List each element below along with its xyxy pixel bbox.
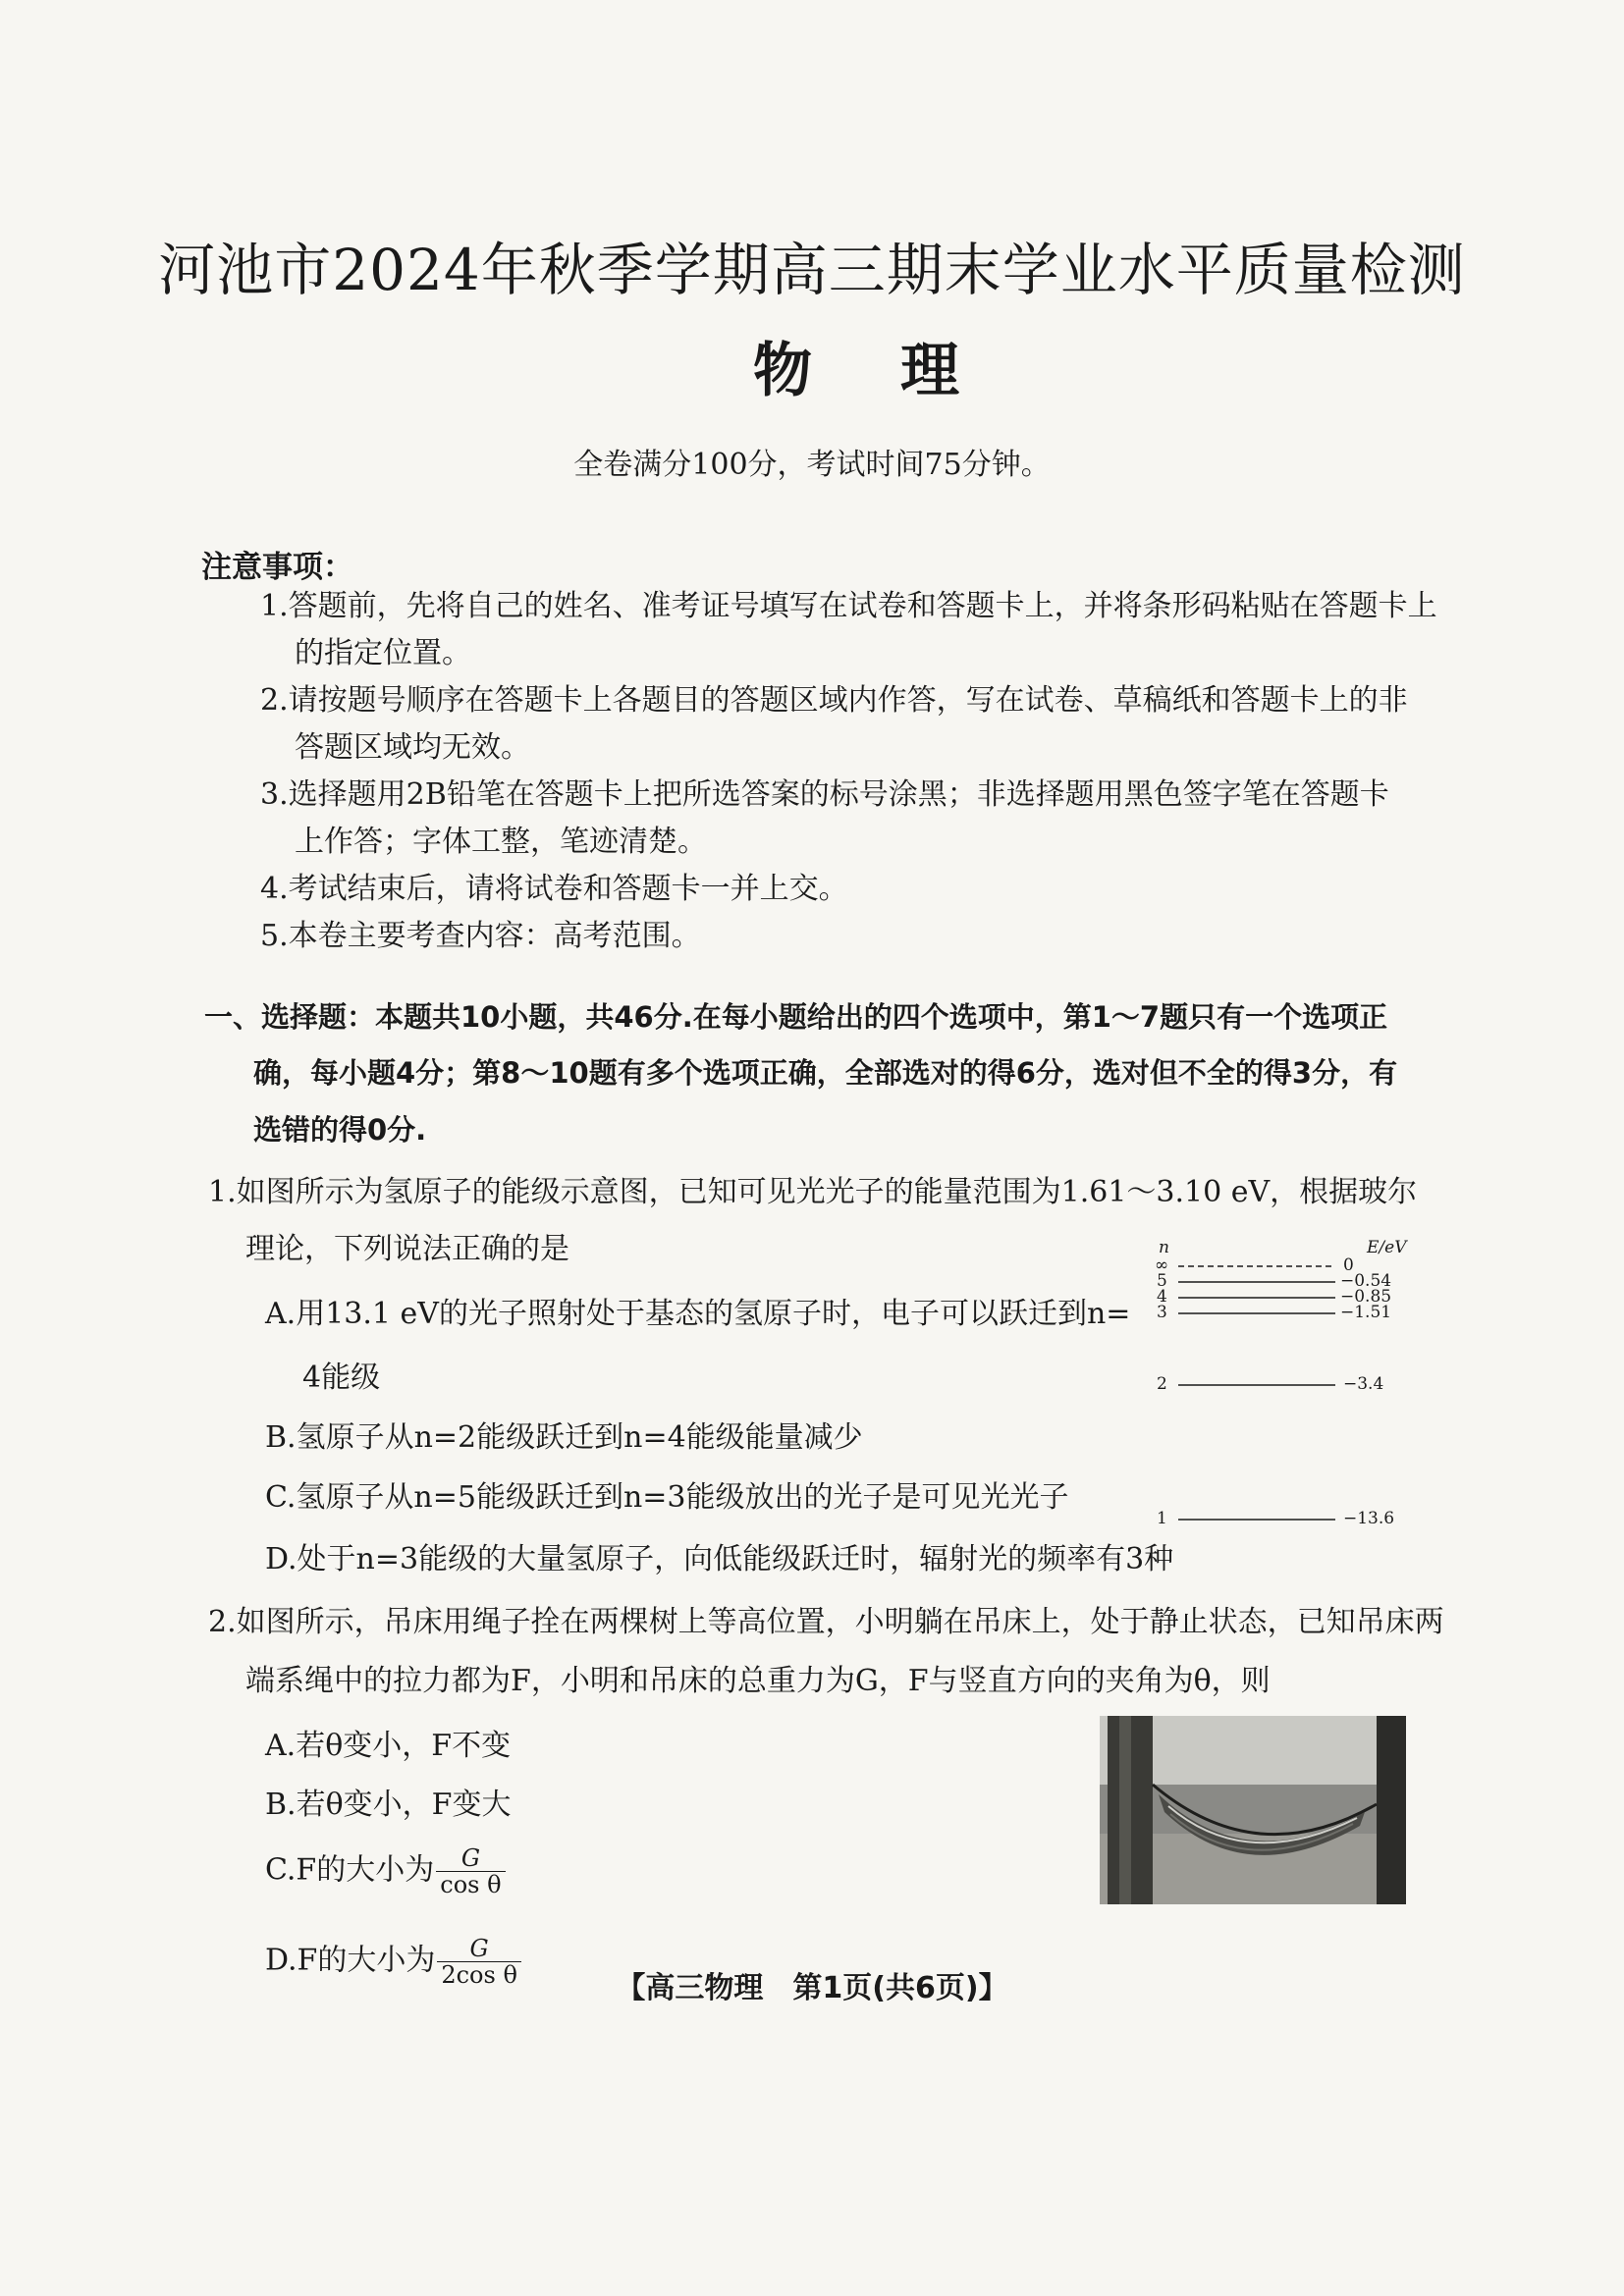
level-energy-label: −0.54 bbox=[1340, 1271, 1392, 1291]
notice-item: 1.答题前，先将自己的姓名、准考证号填写在试卷和答题卡上，并将条形码粘贴在答题卡上 bbox=[260, 589, 1437, 623]
question-1-option-a: A.用13.1 eV的光子照射处于基态的氢原子时，电子可以跃迁到n= bbox=[265, 1297, 1131, 1331]
question-1-option-d: D.处于n=3能级的大量氢原子，向低能级跃迁时，辐射光的频率有3种 bbox=[265, 1542, 1174, 1576]
level-energy-label: −1.51 bbox=[1340, 1303, 1392, 1322]
section-heading: 确，每小题4分；第8～10题有多个选项正确，全部选对的得6分，选对但不全的得3分，有 bbox=[253, 1056, 1398, 1090]
question-1-option-b: B.氢原子从n=2能级跃迁到n=4能级能量减少 bbox=[265, 1420, 863, 1455]
level-n-label: 3 bbox=[1157, 1303, 1167, 1322]
section-heading: 一、选择题：本题共10小题，共46分.在每小题给出的四个选项中，第1～7题只有一个选项正 bbox=[204, 1000, 1388, 1034]
notice-item: 5.本卷主要考查内容：高考范围。 bbox=[260, 919, 701, 953]
question-1-option-c: C.氢原子从n=5能级跃迁到n=3能级放出的光子是可见光光子 bbox=[265, 1480, 1069, 1515]
page-footer: 【高三物理 第1页(共6页)】 bbox=[616, 1971, 1008, 2005]
question-2-stem: 端系绳中的拉力都为F，小明和吊床的总重力为G，F与竖直方向的夹角为θ，则 bbox=[245, 1664, 1271, 1698]
notice-item: 3.选择题用2B铅笔在答题卡上把所选答案的标号涂黑；非选择题用黑色签字笔在答题卡 bbox=[260, 777, 1389, 812]
energy-axis-label: E/eV bbox=[1367, 1238, 1407, 1257]
level-n-label: ∞ bbox=[1155, 1255, 1169, 1275]
notice-heading: 注意事项： bbox=[201, 550, 353, 585]
notice-item: 4.考试结束后，请将试卷和答题卡一并上交。 bbox=[260, 872, 848, 906]
level-n-label: 1 bbox=[1157, 1509, 1167, 1528]
question-2-option-d: D.F的大小为 $\frac{G}{\text{2cos θ}}$ bbox=[265, 1936, 521, 1988]
notice-item: 2.请按题号顺序在答题卡上各题目的答题区域内作答，写在试卷、草稿纸和答题卡上的非 bbox=[260, 683, 1408, 718]
question-2-option-b: B.若θ变小，F变大 bbox=[265, 1788, 512, 1822]
level-n-label: 5 bbox=[1157, 1271, 1167, 1291]
question-1-stem: 1.如图所示为氢原子的能级示意图，已知可见光光子的能量范围为1.61～3.10 eV，根据玻尔 bbox=[208, 1175, 1418, 1209]
level-energy-label: 0 bbox=[1343, 1255, 1354, 1275]
fraction-g-over-2cos: $\frac{G}{\text{2cos θ}}$ bbox=[437, 1936, 521, 1988]
n-axis-label: n bbox=[1159, 1238, 1169, 1257]
notice-item: 答题区域均无效。 bbox=[295, 730, 530, 765]
question-2-option-a: A.若θ变小，F不变 bbox=[265, 1729, 512, 1763]
question-2-option-c: C.F的大小为 $\frac{G}{\text{cos θ}}$ bbox=[265, 1845, 506, 1897]
level-n-label: 4 bbox=[1157, 1287, 1167, 1307]
full-score-note: 全卷满分100分，考试时间75分钟。 bbox=[573, 448, 1051, 482]
subject-title: 物理 bbox=[753, 337, 1048, 405]
question-1-option-a: 4能级 bbox=[302, 1361, 381, 1395]
question-2-stem: 2.如图所示，吊床用绳子拴在两棵树上等高位置，小明躺在吊床上，处于静止状态，已知吊床两 bbox=[208, 1605, 1444, 1639]
level-energy-label: −3.4 bbox=[1343, 1374, 1384, 1394]
fraction-g-over-cos: $\frac{G}{\text{cos θ}}$ bbox=[436, 1845, 505, 1897]
level-energy-label: −0.85 bbox=[1340, 1287, 1392, 1307]
notice-item: 上作答；字体工整，笔迹清楚。 bbox=[295, 825, 707, 859]
level-energy-label: −13.6 bbox=[1343, 1509, 1395, 1528]
section-heading: 选错的得0分. bbox=[253, 1113, 427, 1147]
question-1-stem: 理论，下列说法正确的是 bbox=[245, 1232, 569, 1266]
level-n-label: 2 bbox=[1157, 1374, 1167, 1394]
hammock-photo bbox=[1100, 1716, 1406, 1904]
notice-item: 的指定位置。 bbox=[295, 636, 471, 670]
exam-title: 河池市2024年秋季学期高三期末学业水平质量检测 bbox=[158, 237, 1466, 303]
energy-level-diagram bbox=[1149, 1229, 1424, 1543]
